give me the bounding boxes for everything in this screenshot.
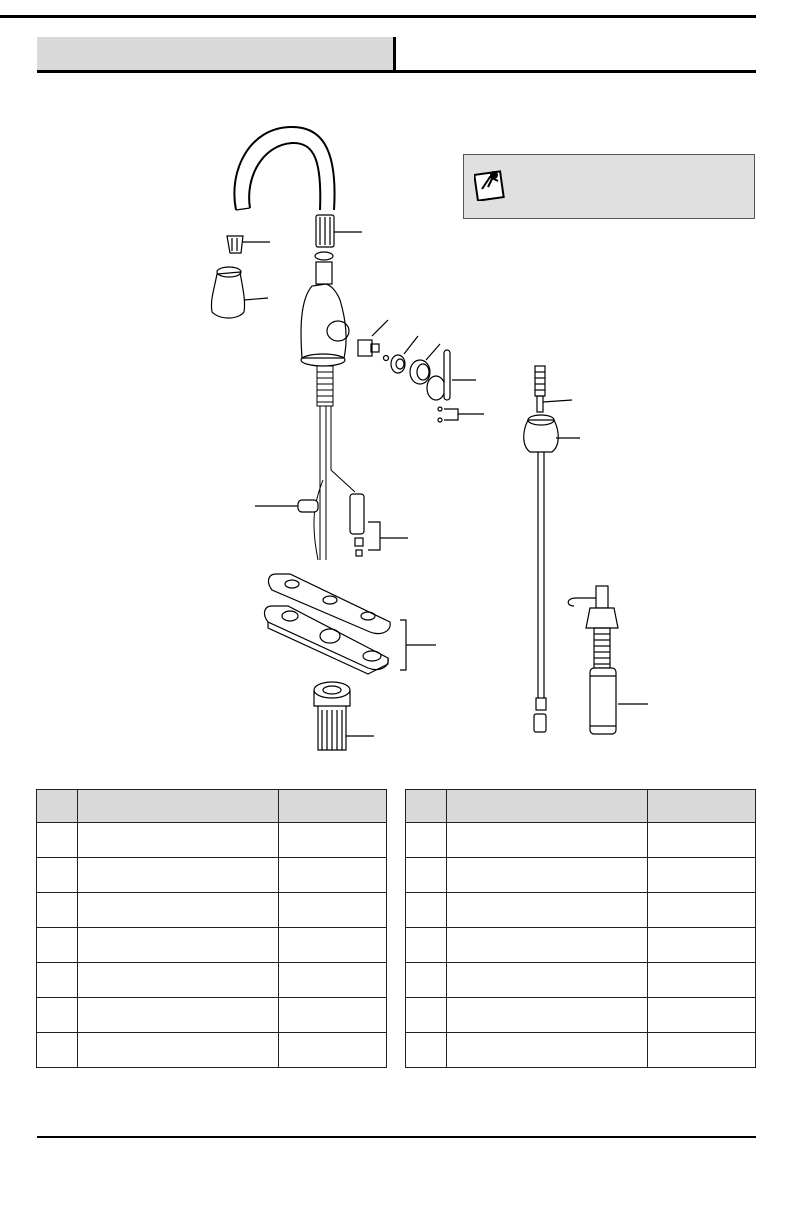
cell-part [406, 823, 447, 858]
footer-rule [37, 1136, 756, 1138]
cell-description [77, 998, 278, 1033]
cell-part [37, 893, 78, 928]
cell-description [77, 1033, 278, 1068]
cell-quantity [648, 1033, 756, 1068]
o-ring [315, 252, 333, 260]
col-part [37, 790, 78, 823]
cell-quantity [279, 928, 387, 963]
table-row [37, 1033, 387, 1068]
cell-description [446, 823, 647, 858]
parts-table-right [405, 789, 756, 1068]
cell-part [37, 963, 78, 998]
col-part [406, 790, 447, 823]
cell-part [406, 858, 447, 893]
cell-description [446, 858, 647, 893]
cell-part [406, 893, 447, 928]
cell-description [77, 858, 278, 893]
cell-quantity [279, 998, 387, 1033]
cell-part [406, 998, 447, 1033]
cell-part [406, 928, 447, 963]
col-description [77, 790, 278, 823]
cell-quantity [648, 963, 756, 998]
cell-part [37, 858, 78, 893]
filter-cartridge [350, 494, 408, 556]
table-header-row [37, 790, 387, 823]
cell-part [406, 963, 447, 998]
cell-quantity [648, 823, 756, 858]
table-row [37, 823, 387, 858]
mounting-rod [524, 366, 580, 732]
note-pin-icon [474, 167, 508, 201]
mounting-nut [314, 682, 374, 750]
cell-part [406, 1033, 447, 1068]
cell-description [446, 893, 647, 928]
table-row [406, 823, 756, 858]
table-row [406, 928, 756, 963]
cell-part [37, 1033, 78, 1068]
table-row [406, 1033, 756, 1068]
note-box [463, 154, 755, 219]
cell-description [446, 963, 647, 998]
cell-quantity [648, 858, 756, 893]
table-row [37, 998, 387, 1033]
cell-part [37, 928, 78, 963]
cartridge [358, 320, 388, 356]
cell-quantity [648, 998, 756, 1033]
table-row [37, 893, 387, 928]
table-row [37, 928, 387, 963]
col-quantity [648, 790, 756, 823]
shank [317, 366, 333, 406]
soap-dispenser [568, 586, 648, 734]
cell-description [77, 963, 278, 998]
hose-weight [255, 500, 318, 512]
cell-part [37, 823, 78, 858]
spout-nut [316, 215, 362, 247]
faucet-body [301, 262, 349, 366]
cell-description [446, 998, 647, 1033]
hoses [314, 406, 355, 560]
cell-description [77, 928, 278, 963]
cell-description [446, 928, 647, 963]
table-row [37, 858, 387, 893]
col-quantity [279, 790, 387, 823]
cell-quantity [648, 928, 756, 963]
cell-description [446, 1033, 647, 1068]
handle [427, 350, 476, 400]
cell-part [37, 998, 78, 1033]
table-header-row [406, 790, 756, 823]
set-screws [438, 407, 484, 422]
cell-description [77, 893, 278, 928]
spray-head [211, 267, 268, 318]
table-row [37, 963, 387, 998]
table-row [406, 998, 756, 1033]
screw [384, 356, 389, 361]
cell-description [77, 823, 278, 858]
table-row [406, 963, 756, 998]
table-row [406, 893, 756, 928]
cell-quantity [279, 893, 387, 928]
cell-quantity [279, 963, 387, 998]
cell-quantity [279, 858, 387, 893]
cell-quantity [279, 1033, 387, 1068]
spout [234, 127, 334, 210]
table-row [406, 858, 756, 893]
cell-quantity [279, 823, 387, 858]
parts-table-left [36, 789, 387, 1068]
col-description [446, 790, 647, 823]
cell-quantity [648, 893, 756, 928]
spray-aerator [227, 236, 270, 253]
